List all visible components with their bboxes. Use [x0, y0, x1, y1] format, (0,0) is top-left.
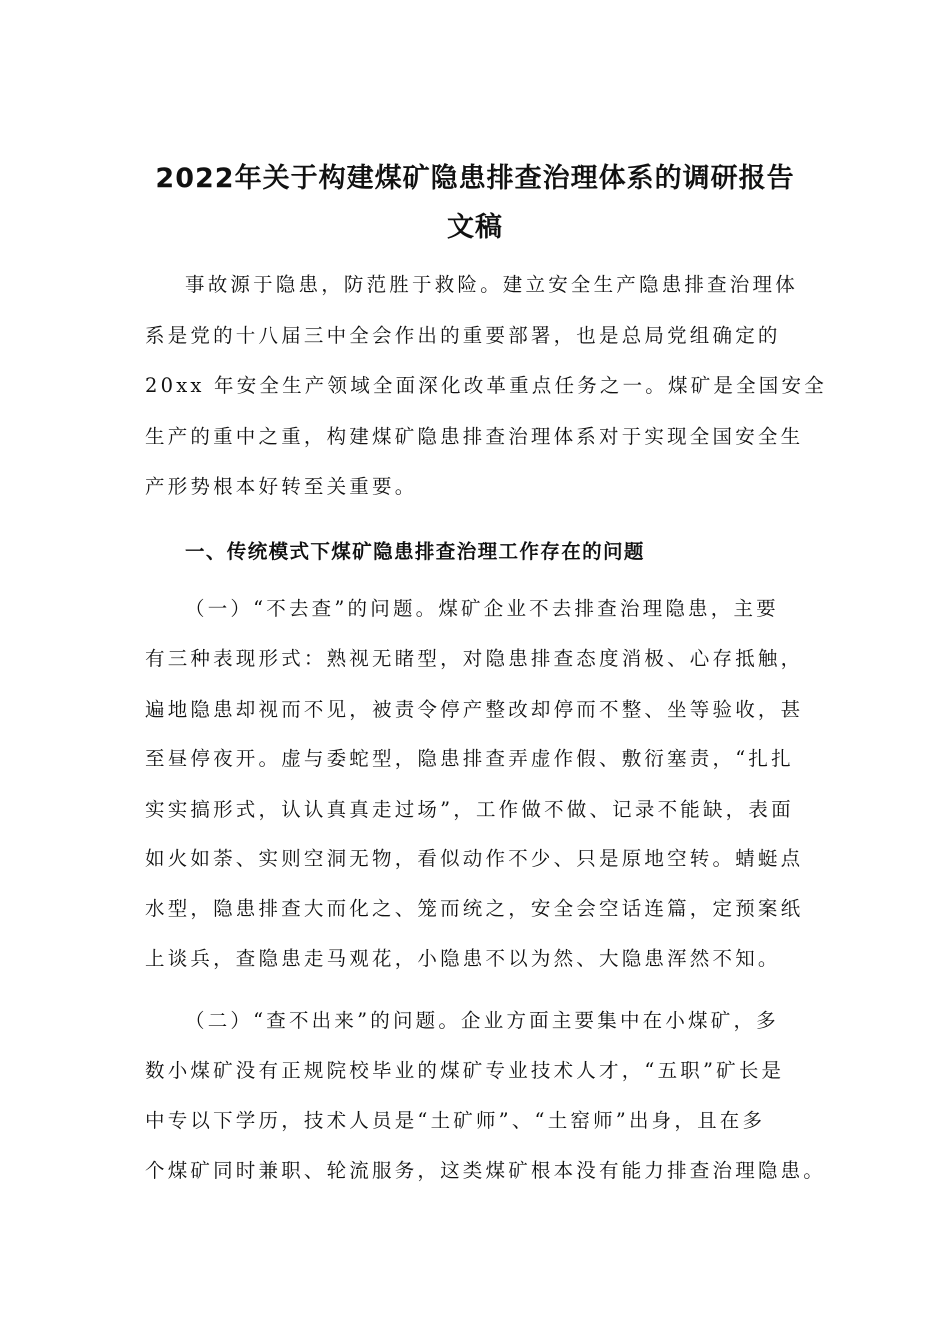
document-title-line-2: 文稿 — [447, 212, 503, 243]
para2-line: 数小煤矿没有正规院校毕业的煤矿专业技术人才，“五职”矿长是 — [145, 1059, 785, 1082]
para1-line: 上谈兵，查隐患走马观花，小隐患不以为然、大隐患浑然不知。 — [145, 947, 781, 970]
para1-line: 有三种表现形式：熟视无睹型，对隐患排查态度消极、心存抵触， — [145, 647, 804, 670]
para1-line: 遍地隐患却视而不见，被责令停产整改却停而不整、坐等验收，甚 — [145, 698, 804, 721]
para1-line: （一）“不去查”的问题。煤矿企业不去排查治理隐患，主要 — [185, 597, 779, 620]
intro-line: 事故源于隐患，防范胜于救险。建立安全生产隐患排查治理体 — [185, 273, 798, 296]
para2-line: （二）“查不出来”的问题。企业方面主要集中在小煤矿，多 — [185, 1009, 779, 1032]
para1-line: 实实搞形式，认认真真走过场”，工作做不做、记录不能缺，表面 — [145, 798, 794, 821]
para2-line: 个煤矿同时兼职、轮流服务，这类煤矿根本没有能力排查治理隐患。 — [145, 1159, 827, 1182]
intro-line: 生产的重中之重，构建煤矿隐患排查治理体系对于实现全国安全生 — [145, 425, 804, 448]
para2-line: 中专以下学历，技术人员是“土矿师”、“土窑师”出身，且在多 — [145, 1109, 766, 1132]
intro-line: 产形势根本好转至关重要。 — [145, 475, 418, 498]
para1-line: 水型，隐患排查大而化之、笼而统之，安全会空话连篇，定预案纸 — [145, 897, 804, 920]
intro-line: 20xx 年安全生产领域全面深化改革重点任务之一。煤矿是全国安全 — [145, 374, 827, 397]
intro-line: 系是党的十八届三中全会作出的重要部署，也是总局党组确定的 — [145, 324, 781, 347]
section-heading: 一、传统模式下煤矿隐患排查治理工作存在的问题 — [185, 540, 645, 563]
para1-line: 至昼停夜开。虚与委蛇型，隐患排查弄虚作假、敷衍塞责，“扎扎 — [145, 747, 794, 770]
document-title-line-1: 2022年关于构建煤矿隐患排查治理体系的调研报告 — [155, 163, 795, 194]
para1-line: 如火如荼、实则空洞无物，看似动作不少、只是原地空转。蜻蜓点 — [145, 847, 804, 870]
